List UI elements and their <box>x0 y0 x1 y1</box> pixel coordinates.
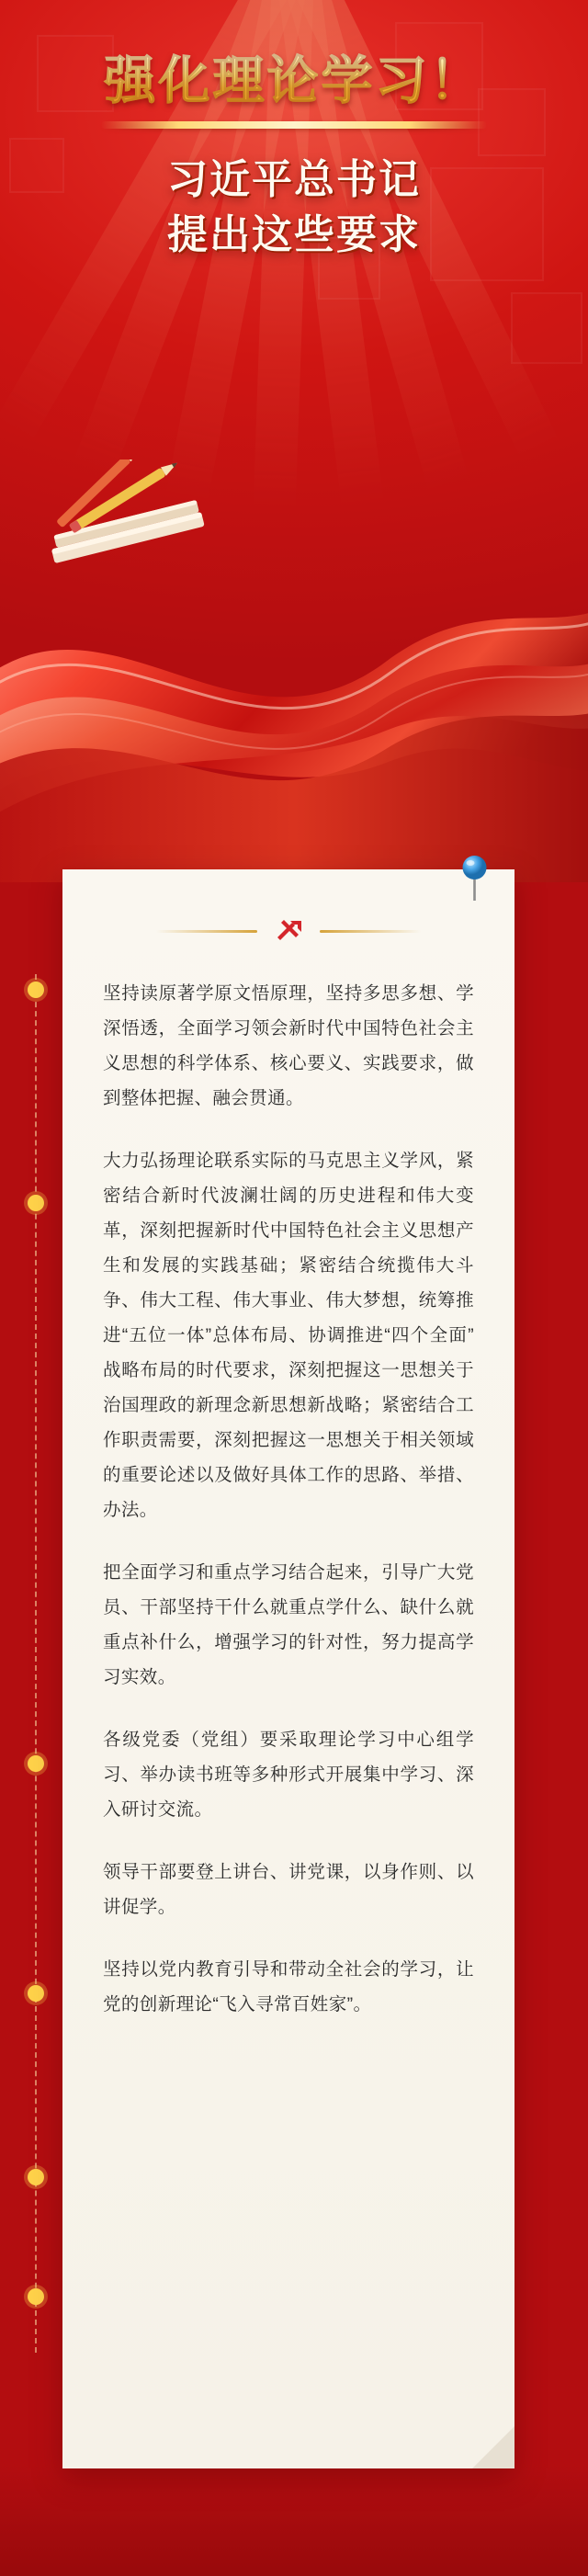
paragraph: 各级党委（党组）要采取理论学习中心组学习、举办读书班等多种形式开展集中学习、深入研讨交流。 <box>103 1730 474 1821</box>
content-card <box>62 869 514 2468</box>
paragraph: 坚持读原著学原文悟原理，坚持多思多想、学深悟透，全面学习领会新时代中国特色社会主义思想的科学体系、核心要义、实践要求，做到整体把握、融会贯通。 <box>103 983 474 1109</box>
paragraph: 大力弘扬理论联系实际的马克思主义学风，紧密结合新时代波澜壮阔的历史进程和伟大变革，深刻把握新时代中国特色社会主义思想产生和发展的实践基础；紧密结合统揽伟大斗争、伟大工程、伟大事业、伟大梦想，统筹推进“五位一体”总体布局、协调推进“四个全面”战略布局的时代要求，深刻把握这一思想关于治国理政的新理念新思想新战略；紧密结合工作职责需要，深刻把握这一思想关于相关领域的重要论述以及做好具体工作的思路、举措、办法。 <box>103 1151 474 1521</box>
emblem-divider-left <box>156 930 257 933</box>
paragraph: 领导干部要登上讲台、讲党课，以身作则、以讲促学。 <box>103 1862 474 1918</box>
paragraph: 坚持以党内教育引导和带动全社会的学习，让党的创新理论“飞入寻常百姓家”。 <box>103 1959 474 2015</box>
books-and-pencils-illustration <box>37 460 239 579</box>
subtitle-line-2: 提出这些要求 <box>167 211 421 257</box>
timeline-rail <box>35 974 39 2353</box>
card-emblem-row <box>62 869 514 945</box>
timeline-dot-icon <box>28 982 44 998</box>
push-pin-icon <box>459 855 491 902</box>
page-title: 强化理论学习！ <box>0 51 588 110</box>
party-emblem-icon <box>270 917 307 945</box>
card-content <box>62 945 514 2022</box>
timeline-dot-icon <box>28 1755 44 1772</box>
page-subtitle <box>0 153 588 262</box>
headline-block <box>0 51 588 262</box>
bottom-vignette <box>0 2466 588 2576</box>
timeline-dot-icon <box>28 2169 44 2185</box>
timeline-dot-icon <box>28 1195 44 1211</box>
timeline-dot-icon <box>28 1985 44 2002</box>
title-underline <box>101 121 487 129</box>
subtitle-line-1: 习近平总书记 <box>167 157 421 203</box>
timeline-dot-icon <box>28 2288 44 2305</box>
paragraph: 把全面学习和重点学习结合起来，引导广大党员、干部坚持干什么就重点学什么、缺什么就重点补什么，增强学习的针对性，努力提高学习实效。 <box>103 1562 474 1688</box>
emblem-divider-right <box>320 930 421 933</box>
